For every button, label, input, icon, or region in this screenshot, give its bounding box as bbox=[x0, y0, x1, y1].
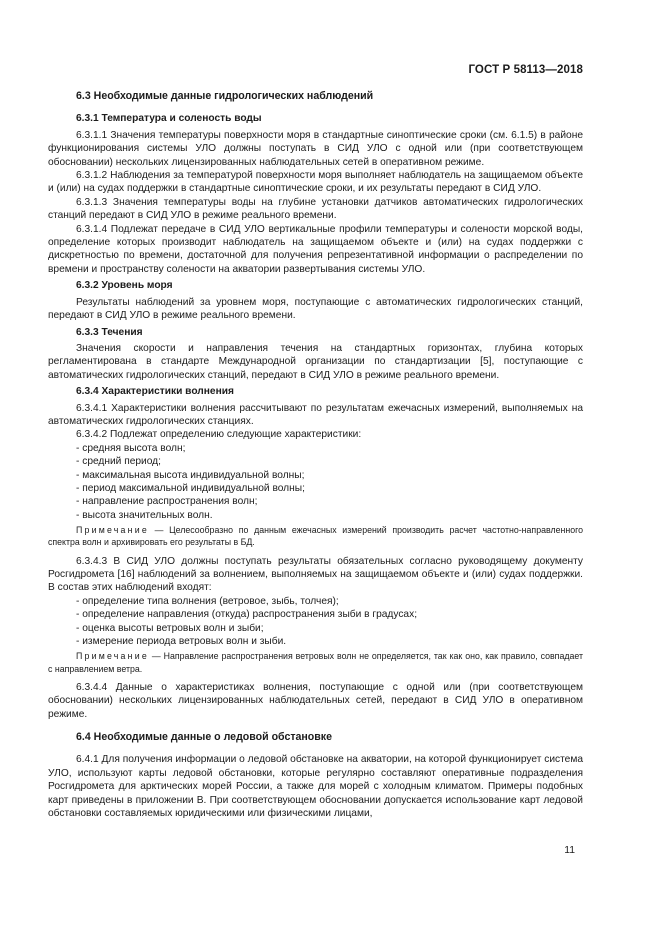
page-number: 11 bbox=[564, 845, 575, 856]
list-item: - направление распространения волн; bbox=[76, 496, 258, 508]
note-1 bbox=[48, 524, 583, 548]
paragraph-6-3-3: Значения скорости и направления течения на стандартных горизонтах, глубина которых регламентирована в стандарте Международной организации по стандартизации [5], поступающие с автоматических гидрологических станций, передают в СИД УЛО в режиме реального времени. bbox=[48, 342, 583, 381]
paragraph-6-3-4-1: 6.3.4.1 Характеристики волнения рассчитывают по результатам ежечасных измерений, выполняемых на автоматических гидрологических станциях. bbox=[48, 402, 583, 427]
note-2 bbox=[48, 650, 583, 674]
standard-designation: ГОСТ Р 58113—2018 bbox=[468, 64, 583, 76]
list-item: - измерение периода ветровых волн и зыби. bbox=[76, 636, 287, 648]
wave-characteristics-list bbox=[48, 442, 583, 522]
section-6-3-3-heading: 6.3.3 Течения bbox=[76, 326, 143, 338]
list-item: - определение типа волнения (ветровое, зыбь, толчея); bbox=[76, 595, 339, 607]
note-text: — Направление распространения ветровых волн не определяется, так как оно, как правило, совпадает с направлением ветра. bbox=[48, 651, 583, 674]
page-content bbox=[48, 86, 583, 821]
paragraph-6-3-1-2: 6.3.1.2 Наблюдения за температурой поверхности моря выполняет наблюдатель на защищаемом объекте и (или) на судах поддержки в стандартные синоптические сроки, и их результаты передают в СИД УЛО. bbox=[48, 170, 583, 195]
list-item: - период максимальной индивидуальной волны; bbox=[76, 482, 305, 494]
paragraph-6-3-1-3: 6.3.1.3 Значения температуры воды на глубине установки датчиков автоматических гидрологических станций передают в СИД УЛО в режиме реального времени. bbox=[48, 196, 583, 222]
paragraph-6-3-2: Результаты наблюдений за уровнем моря, поступающие с автоматических гидрологических станций, передают в СИД УЛО в режиме реального времени. bbox=[48, 296, 583, 322]
list-item: - определение направления (откуда) распространения зыби в градусах; bbox=[76, 609, 418, 621]
observations-list bbox=[48, 595, 583, 649]
paragraph-6-3-4-2: 6.3.4.2 Подлежат определению следующие характеристики: bbox=[76, 429, 362, 441]
paragraph-6-3-4-3: 6.3.4.3 В СИД УЛО должны поступать результаты обязательных согласно руководящему документу Росгидромета [16] наблюдений за волнением, выполняемых на защищаемом объекте и (или) судах поддержки. В состав этих наблюдений входят: bbox=[48, 555, 583, 594]
list-item: - оценка высоты ветровых волн и зыби; bbox=[76, 622, 264, 634]
section-6-3-heading: 6.3 Необходимые данные гидрологических наблюдений bbox=[76, 90, 374, 102]
list-item: - высота значительных волн. bbox=[76, 509, 213, 521]
section-6-3-2-heading: 6.3.2 Уровень моря bbox=[76, 280, 173, 292]
list-item: - средний период; bbox=[76, 456, 161, 468]
note-label: Примечание bbox=[76, 651, 149, 662]
paragraph-6-3-1-1: 6.3.1.1 Значения температуры поверхности моря в стандартные синоптические сроки (см. 6.1.5) в районе функционирования системы УЛО должны поступать в СИД УЛО с одной или (при соответствующем обосновании) нескольких лицензированных наблюдательных сетей в оперативном режиме. bbox=[48, 129, 583, 168]
note-text: — Целесообразно по данным ежечасных измерений производить расчет частотно-направленного спектра волн и архивировать его результаты в БД. bbox=[48, 525, 583, 548]
paragraph-6-3-1-4: 6.3.1.4 Подлежат передаче в СИД УЛО вертикальные профили температуры и солености морской воды, определение которых производит наблюдатель на защищаемом объекте и (или) на судах поддержки с дискретностью по времени, достаточной для получения репрезентативной информации о распределении по времени и пространству солености на акватории развертывания системы УЛО. bbox=[48, 223, 583, 275]
section-6-4-heading: 6.4 Необходимые данные о ледовой обстановке bbox=[76, 731, 332, 744]
list-item: - максимальная высота индивидуальной волны; bbox=[76, 469, 305, 481]
note-label: Примечание bbox=[76, 525, 149, 536]
section-6-3-1-heading: 6.3.1 Температура и соленость воды bbox=[76, 113, 262, 125]
list-item: - средняя высота волн; bbox=[76, 442, 186, 454]
section-6-3-4-heading: 6.3.4 Характеристики волнения bbox=[76, 386, 234, 398]
paragraph-6-3-4-4: 6.3.4.4 Данные о характеристиках волнения, поступающие с одной или (при соответствующем обосновании) нескольких лицензированных наблюдательных сетей, передают в СИД УЛО в оперативном режиме. bbox=[48, 681, 583, 720]
paragraph-6-4-1: 6.4.1 Для получения информации о ледовой обстановке на акватории, на которой функционирует система УЛО, используют карты ледовой обстановки, которые регулярно составляют оперативные подразделения Росгидромета для арктических морей России, а также для морей с холодным климатом. Примеры подобных карт приведены в приложении В. При соответствующем обосновании допускается использование карт ледовой обстановки составляемых юридическими или физическими лицами, bbox=[48, 754, 583, 820]
